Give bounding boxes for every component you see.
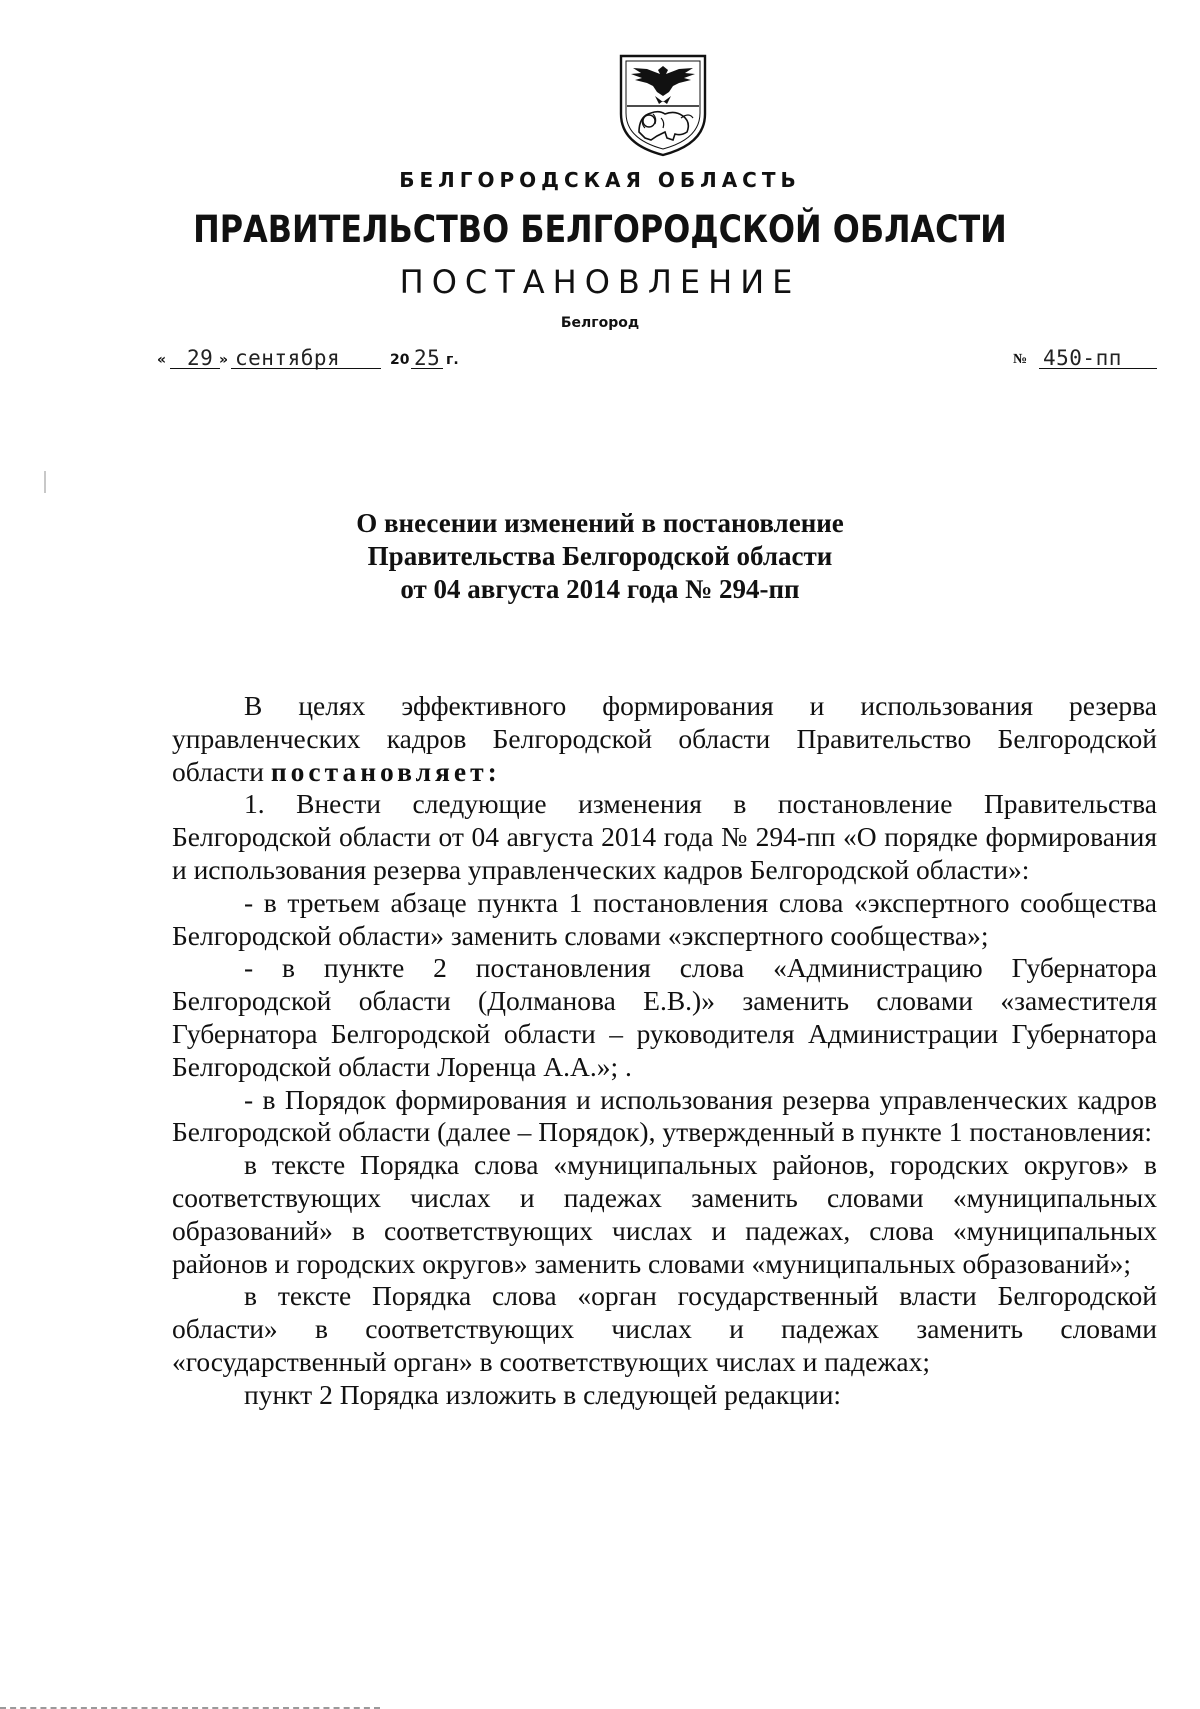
preamble-text: В целях эффективного формирования и использования резерва управленческих кадров Белгородской области Правительство Белгородской области [172,690,1157,787]
paragraph-change-1: - в третьем абзаце пункта 1 постановления слова «экспертного сообщества Белгородской области» заменить словами «экспертного сообщества»; [172,886,1157,951]
paragraph-change-4: в тексте Порядка слова «муниципальных районов, городских округов» в соответствующих числах и падежах заменить словами «муниципальных образований» в соответствующих числах и падежах, слова «муниципальных районов и городских округов» заменить словами «муниципальных образований»; [172,1149,1157,1279]
title-line-1: О внесении изменений в постановление [356,508,844,538]
government-name: ПРАВИТЕЛЬСТВО БЕЛГОРОДСКОЙ ОБЛАСТИ [193,208,1007,251]
paragraph-change-6: пункт 2 Порядка изложить в следующей редакции: [244,1378,842,1410]
paragraph-change-3: - в Порядок формирования и использования резерва управленческих кадров Белгородской области (далее – Порядок), утвержденный в пункте 1 постановления: [172,1083,1157,1148]
margin-mark [44,471,46,493]
date-year-mark: г. [446,352,459,368]
title-line-3: от 04 августа 2014 года № 294-пп [400,574,800,604]
number-underline [1039,368,1157,369]
city-name: Белгород [560,315,640,331]
paragraph-item-1: 1. Внести следующие изменения в постановление Правительства Белгородской области от 04 августа 2014 года № 294-пп «О порядке формирования и использования резерва управленческих кадров Белгородской области»: [172,788,1157,885]
document-title [0,507,1200,606]
preamble-emphasis: постановляет: [270,755,501,787]
coat-of-arms-icon [617,52,709,158]
number-value: 450-пп [1043,346,1122,370]
date-month-underline [231,368,381,369]
paragraph-preamble [172,690,1157,788]
date-month: сентября [235,346,341,370]
date-year-prefix: 20 [390,352,410,368]
date-day-underline [170,368,220,369]
title-line-2: Правительства Белгородской области [367,541,833,571]
number-sign: № [1013,352,1028,367]
date-year-suffix: 25 [414,346,441,370]
paragraph-change-5: в тексте Порядка слова «орган государственный власти Белгородской области» в соответствующих числах и падежах заменить словами «государственный орган» в соответствующих числах и падежах; [172,1280,1157,1377]
coat-of-arms-emblem [617,52,709,158]
date-open-quote: « [157,352,167,368]
document-body [172,690,1157,1412]
date-day: 29 [187,346,214,370]
region-name: БЕЛГОРОДСКАЯ ОБЛАСТЬ [399,168,801,192]
date-year-underline [411,368,443,369]
document-number [1013,336,1163,370]
date-close-quote: » [219,352,229,368]
paragraph-change-2: - в пункте 2 постановления слова «Администрацию Губернатора Белгородской области (Долманова Е.В.)» заменить словами «заместителя Губернатора Белгородской области – руководителя Администрации Губернатора Белгородской области Лоренца А.А.»; . [172,952,1157,1082]
document-type: ПОСТАНОВЛЕНИЕ [399,263,801,301]
